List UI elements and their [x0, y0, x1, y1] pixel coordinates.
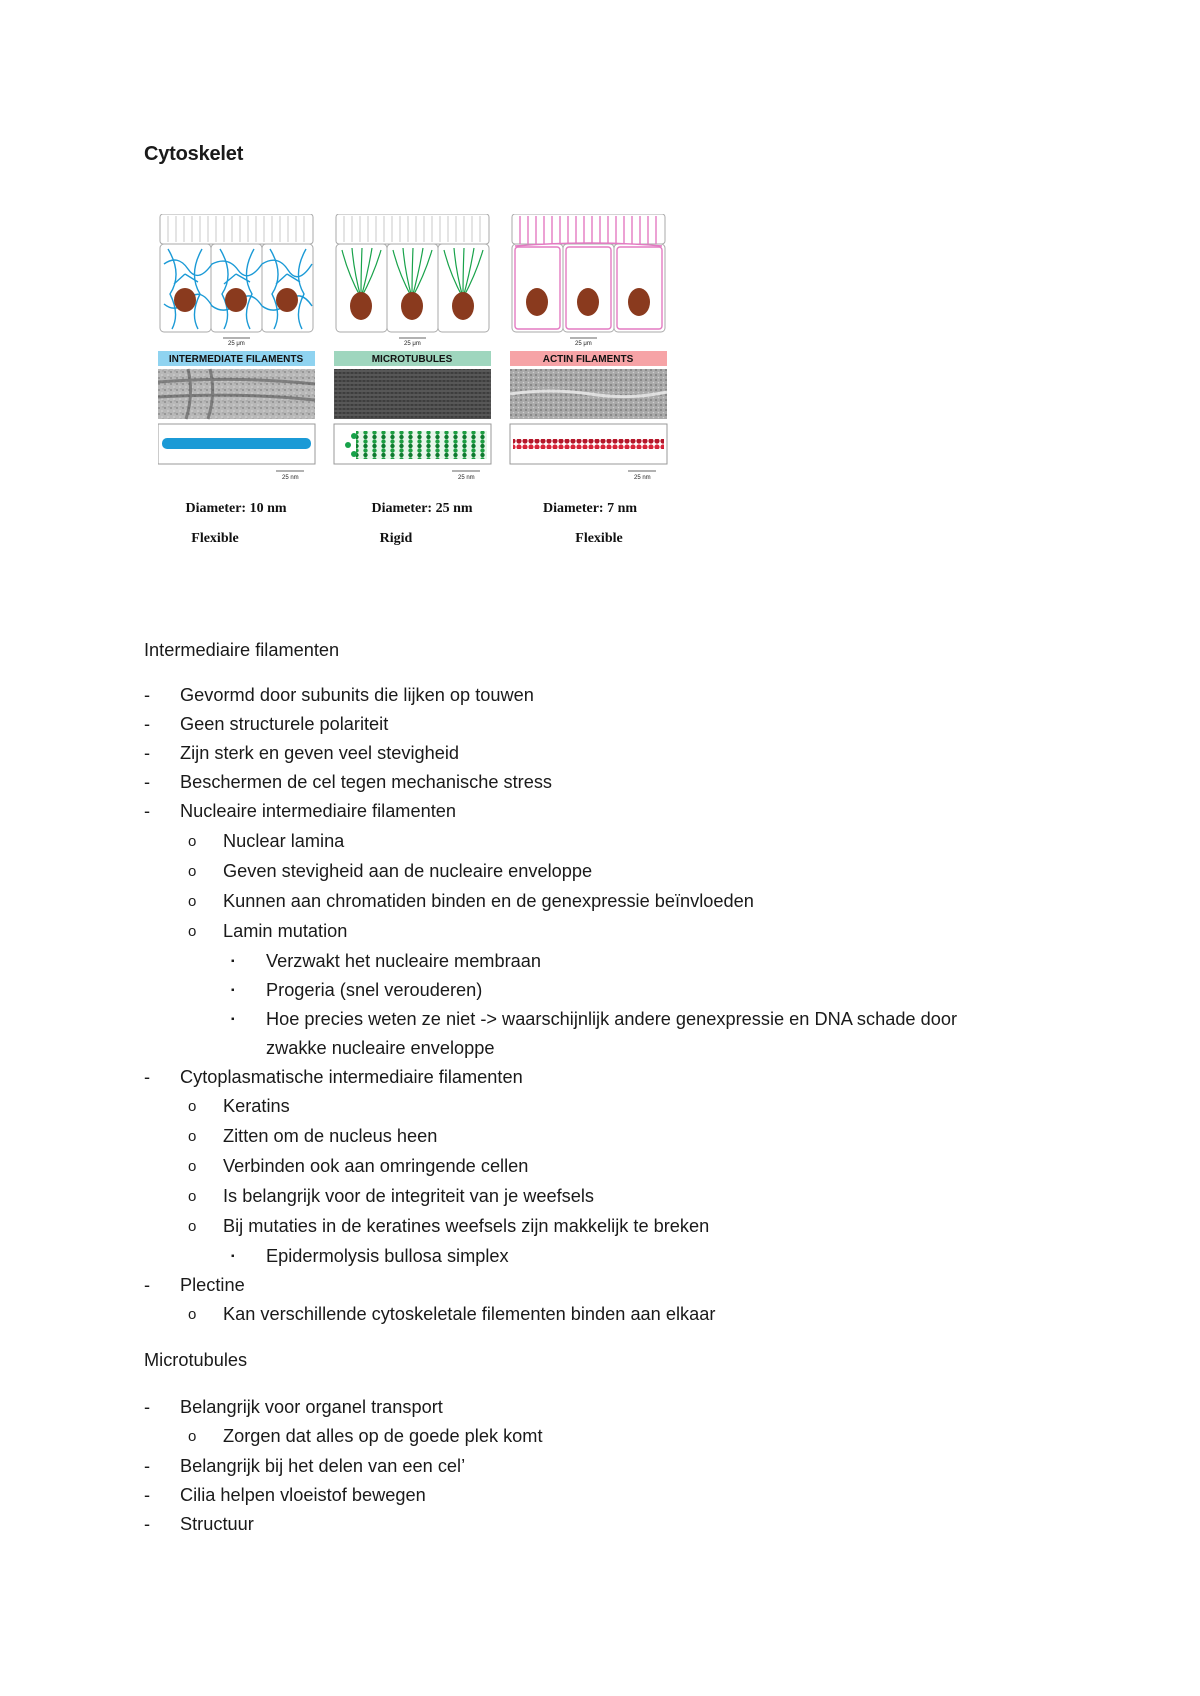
cell-diagram-actin [512, 214, 665, 347]
diameter-intermediate: Diameter: 10 nm [185, 501, 287, 516]
document-page: Cytoskelet 25 μm INTERMEDIATE FILAMENTS 25 nm Diameter: 10 nm Flexible 25 μm MICROTUBULES 25 nm Diameter: 25 nm Rigid 25 μm ACTIN FILAMENTS 25 nm Diameter: 7 nm Flexible Intermediaire filamenten - Gevormd door subunits die lijken op touwen - Geen structurele polariteit - Zijn sterk en geven veel stevigheid - Beschermen de cel tegen mechanische stress - Nucleaire intermediaire filamenten o Nuclear lamina o Geven stevigheid aan de nucleaire enveloppe o Kunnen aan chromatiden binden en de genexpressie beïnvloeden o Lamin mutation ▪ Verzwakt het nucleaire membraan ▪ Progeria (snel verouderen) ▪ Hoe precies weten ze niet -> waarschijnlijk andere genexpressie en DNA schade door zwakke nucleaire enveloppe - Cytoplasmatische intermediaire filamenten o Keratins o Zitten om de nucleus heen o Verbinden ook aan omringende cellen o Is belangrijk voor de integriteit van je weefsels o Bij mutaties in de keratines weefsels zijn makkelijk te breken ▪ Epidermolysis bullosa simplex - Plectine o Kan verschillende cytoskeletale filementen binden aan elkaar Microtubules - Belangrijk voor organel transport o Zorgen dat alles op de goede plek komt - Belangrijk bij het delen van een cel’ - Cilia helpen vloeistof bewegen - Structuur [0, 0, 1200, 1696]
circle-marker: o [188, 1098, 197, 1115]
circle-marker: o [188, 1188, 197, 1205]
panel-actin-filaments [510, 214, 667, 546]
diameter-microtubules: Diameter: 25 nm [371, 501, 473, 516]
dash-marker: - [144, 1456, 151, 1476]
model-actin-filament [513, 439, 664, 449]
diameter-actin: Diameter: 7 nm [542, 501, 638, 516]
dash-marker: - [144, 1275, 151, 1295]
square-marker: ▪ [231, 1251, 235, 1262]
circle-marker: o [188, 833, 197, 850]
panel-intermediate-filaments [158, 214, 315, 546]
scale-cell-actin: 25 μm [575, 341, 592, 347]
circle-marker: o [188, 893, 197, 910]
circle-marker: o [188, 1306, 197, 1323]
dash-marker: - [144, 685, 151, 705]
scale-em-intermediate: 25 nm [282, 475, 299, 481]
square-marker: ▪ [231, 985, 235, 996]
model-intermediate-filament [162, 438, 311, 449]
dash-marker: - [144, 714, 151, 734]
scale-em-microtubules: 25 nm [458, 475, 475, 481]
circle-marker: o [188, 923, 197, 940]
scale-em-actin: 25 nm [634, 475, 651, 481]
property-actin: Flexible [575, 531, 623, 546]
dash-marker: - [144, 801, 151, 821]
scale-cell-microtubules: 25 μm [404, 341, 421, 347]
label-actin-filaments: ACTIN FILAMENTS [542, 354, 634, 365]
circle-marker: o [188, 863, 197, 880]
label-intermediate-filaments: INTERMEDIATE FILAMENTS [168, 354, 304, 365]
dash-marker: - [144, 743, 151, 763]
dash-marker: - [144, 1485, 151, 1505]
circle-marker: o [188, 1428, 197, 1445]
circle-marker: o [188, 1218, 197, 1235]
cell-diagram-intermediate [160, 214, 313, 347]
dash-marker: - [144, 1067, 151, 1087]
panel-microtubules [334, 214, 491, 546]
dash-marker: - [144, 1397, 151, 1417]
label-microtubules: MICROTUBULES [371, 354, 453, 365]
square-marker: ▪ [231, 956, 235, 967]
section-heading-microtubules: Microtubules [144, 1350, 248, 1370]
square-marker: ▪ [231, 1014, 235, 1025]
scale-cell-intermediate: 25 μm [228, 341, 245, 347]
circle-marker: o [188, 1158, 197, 1175]
property-microtubules: Rigid [379, 531, 413, 546]
dash-marker: - [144, 772, 151, 792]
model-microtubule [356, 431, 487, 459]
em-microtubules [334, 369, 491, 419]
property-intermediate: Flexible [191, 531, 239, 546]
dash-marker: - [144, 1514, 151, 1534]
circle-marker: o [188, 1128, 197, 1145]
page-title: Cytoskelet [144, 143, 244, 165]
cytoskeleton-figure [158, 214, 738, 604]
section-heading-intermediate-filaments: Intermediaire filamenten [144, 640, 340, 660]
cell-diagram-microtubules [336, 214, 489, 347]
